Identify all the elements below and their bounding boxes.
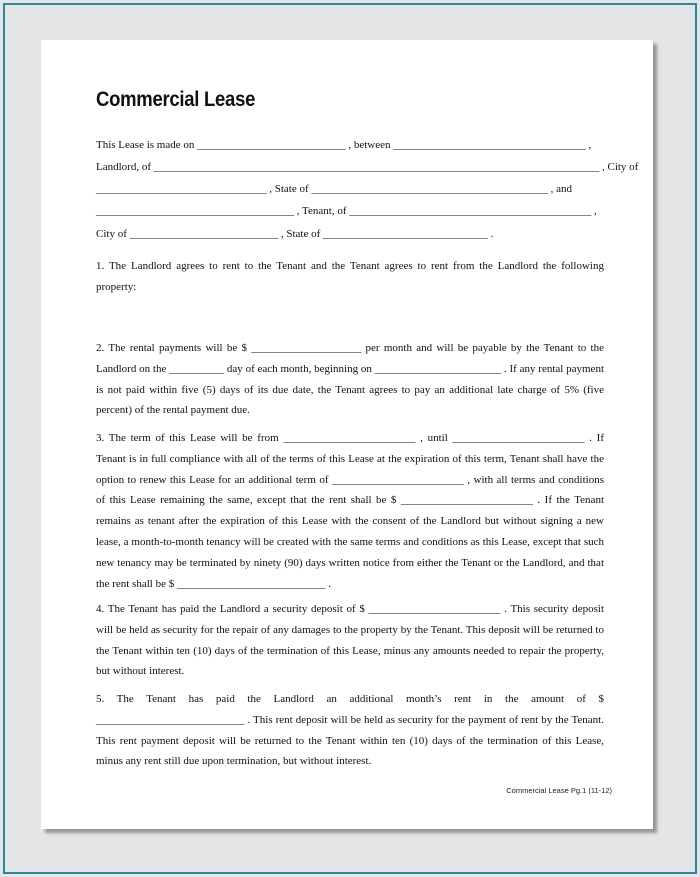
document-title: Commercial Lease — [96, 88, 256, 111]
intro-line-5: City of ___________________________ , State of ______________________________ . — [96, 228, 494, 240]
clause-2-rental-payments: 2. The rental payments will be $ ____________________ per month and will be payable by the Tenant to the Landlord on the __________ day of each month, beginning on _______________________ . If any rental payment is not paid within five (5) days of its due date, the Tenant agrees to pay an additional late charge of 5% (five percent) of the rental payment due. — [96, 342, 604, 417]
intro-line-3: _______________________________ , State of ___________________________________________ , and — [96, 183, 573, 195]
clause-1-property: 1. The Landlord agrees to rent to the Tenant and the Tenant agrees to rent from the Landlord the following property: — [96, 260, 604, 293]
intro-line-1: This Lease is made on ___________________________ , between ___________________________________ , — [96, 139, 592, 151]
intro-line-4: ____________________________________ , Tenant, of ____________________________________________ , — [96, 205, 597, 217]
intro-line-2: Landlord, of _________________________________________________________________________________ , City of — [96, 161, 639, 173]
clause-4-security-deposit: 4. The Tenant has paid the Landlord a security deposit of $ ________________________ . This security deposit will be held as security for the repair of any damages to the property by the Tenant. This deposit will be returned to the Tenant within ten (10) days of the termination of this Lease, minus any amounts needed to repair the property, but without interest. — [96, 603, 604, 678]
clause-5-rent-deposit: 5. The Tenant has paid the Landlord an additional month’s rent in the amount of $ ___________________________ . This rent deposit will be held as security for the payment of rent by the Tenant. This rent payment deposit will be returned to the Tenant within ten (10) days of the termination of this Lease, minus any rent still due upon termination, but without interest. — [96, 693, 604, 768]
page-footer: Commercial Lease Pg.1 (11-12) — [506, 786, 612, 795]
clause-3-term: 3. The term of this Lease will be from ________________________ , until ________________________ . If Tenant is in full compliance with all of the terms of this Lease at the expiration of this term, Tenant shall have the option to renew this Lease for an additional term of ________________________ , with all terms and conditions of this Lease remaining the same, except that the rent shall be $ ________________________ . If the Tenant remains as tenant after the expiration of this Lease with the consent of the Landlord but without signing a new lease, a month-to-month tenancy will be created with the same terms and conditions as this Lease, except that such new tenancy may be terminated by ninety (90) days written notice from either the Tenant or the Landlord, and that the rent shall be $ ___________________________ . — [96, 432, 604, 590]
